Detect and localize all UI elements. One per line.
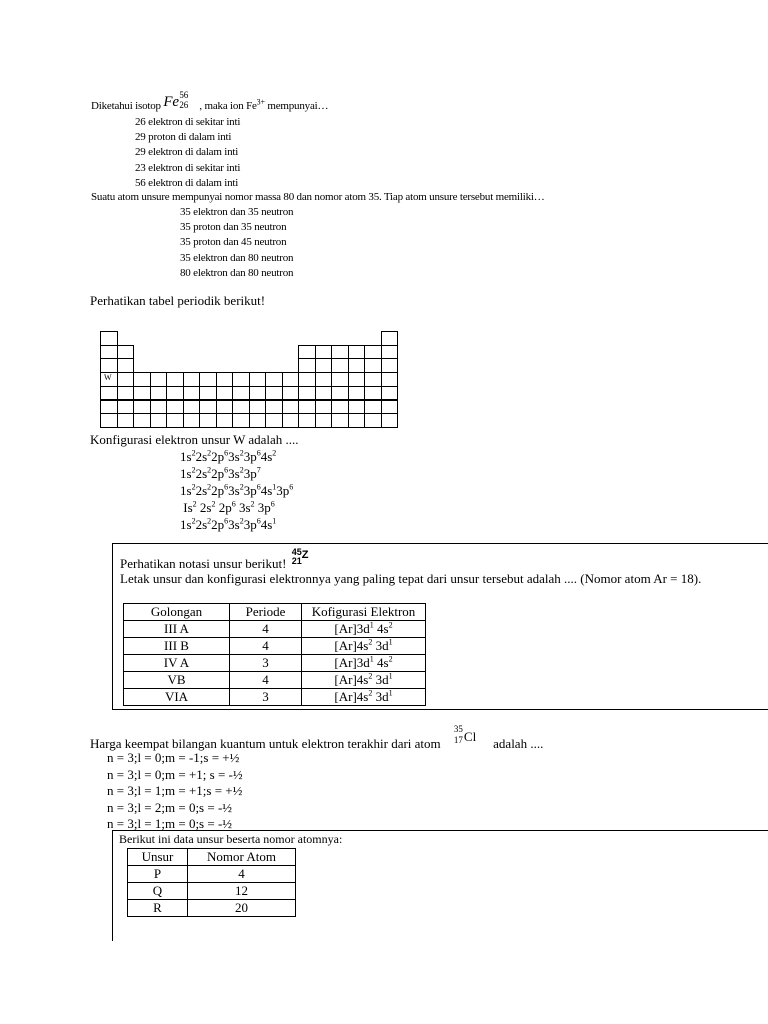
periodic-cell — [150, 372, 168, 387]
periodic-cell — [315, 413, 333, 428]
table-cell: 12 — [188, 883, 296, 900]
option: 56 elektron di dalam inti — [135, 176, 239, 189]
periodic-cell — [133, 413, 151, 428]
option: n = 3;l = 1;m = 0;s = -½ — [107, 816, 233, 831]
periodic-cell — [331, 386, 349, 401]
q5-prefix: Harga keempat bilangan kuantum untuk elektron terakhir dari atom — [90, 736, 441, 751]
periodic-cell — [150, 386, 168, 401]
q1-suffix-b: mempunyai… — [264, 100, 329, 112]
ion-charge: 3+ — [256, 97, 265, 107]
table-header: Golongan — [124, 604, 230, 621]
periodic-table-grid — [100, 331, 396, 426]
periodic-cell — [348, 358, 366, 373]
table-cell: $[Ar]4s^2$ $3d^1$ — [302, 689, 426, 706]
periodic-cell — [199, 400, 217, 415]
periodic-cell — [364, 345, 382, 360]
table-cell: VIA — [124, 689, 230, 706]
chlorine-notation — [453, 724, 490, 748]
periodic-cell — [331, 413, 349, 428]
question-1-stem — [91, 90, 329, 112]
option: Is$^2$ $2s^2$ $2p^6$ $3s^2$ $3p^6$ — [180, 499, 275, 515]
option: 35 proton dan 35 neutron — [180, 221, 287, 234]
q1-prefix: Diketahui isotop — [91, 100, 161, 112]
periodic-cell — [381, 372, 399, 387]
question-3-stem: Konfigurasi elektron unsur W adalah .... — [90, 432, 299, 447]
table-cell: $[Ar]4s^2$ $3d^1$ — [302, 672, 426, 689]
periodic-cell — [249, 400, 267, 415]
periodic-cell — [150, 413, 168, 428]
question-2-stem: Suatu atom unsure mempunyai nomor massa 80 dan nomor atom 35. Tiap atom unsure tersebut memiliki… — [91, 191, 545, 203]
option: n = 3;l = 2;m = 0;s = -½ — [107, 799, 233, 815]
periodic-cell — [298, 345, 316, 360]
table-cell: 20 — [188, 900, 296, 917]
table-header: Nomor Atom — [188, 849, 296, 866]
periodic-cell — [216, 372, 234, 387]
periodic-cell — [216, 400, 234, 415]
table-cell: III B — [124, 638, 230, 655]
option: n = 3;l = 0;m = +1; s = -½ — [107, 766, 243, 782]
isotope-atomic: 26 — [179, 100, 188, 110]
periodic-cell — [199, 413, 217, 428]
periodic-cell — [100, 386, 118, 401]
option: 35 proton dan 45 neutron — [180, 236, 287, 249]
periodic-cell — [298, 358, 316, 373]
periodic-cell — [117, 413, 135, 428]
z-mass: 45 — [291, 547, 302, 557]
periodic-cell — [348, 413, 366, 428]
periodic-cell — [364, 358, 382, 373]
periodic-cell — [117, 358, 135, 373]
periodic-cell — [150, 400, 168, 415]
periodic-cell — [331, 372, 349, 387]
question-2-options — [180, 205, 293, 281]
isotope-mass: 56 — [179, 90, 188, 100]
table-header: Unsur — [128, 849, 188, 866]
periodic-cell — [381, 413, 399, 428]
periodic-cell — [183, 400, 201, 415]
periodic-cell — [331, 358, 349, 373]
question-4-stem: Letak unsur dan konfigurasi elektronnya yang paling tepat dari unsur tersebut adalah .... (Nomor atom Ar = 18). — [120, 571, 702, 586]
periodic-cell — [183, 413, 201, 428]
option: 23 elektron di sekitar inti — [135, 161, 241, 174]
option: $1s^22s^22p^63s^23p^64s^1$ — [180, 516, 277, 532]
table-cell: 4 — [230, 621, 302, 638]
periodic-cell — [232, 372, 250, 387]
isotope-symbol: Fe — [163, 94, 179, 110]
periodic-cell — [348, 400, 366, 415]
periodic-cell — [315, 345, 333, 360]
table-cell: R — [128, 900, 188, 917]
table-cell: IV A — [124, 655, 230, 672]
question-4-box — [112, 543, 768, 710]
question-1-options — [135, 115, 240, 191]
option: 29 elektron di dalam inti — [135, 146, 239, 159]
periodic-cell — [249, 413, 267, 428]
periodic-cell — [331, 400, 349, 415]
periodic-cell — [282, 400, 300, 415]
table-row — [124, 638, 426, 655]
periodic-cell — [348, 372, 366, 387]
periodic-cell — [133, 372, 151, 387]
z-atomic: 21 — [291, 556, 302, 566]
question-6-box — [112, 830, 768, 941]
periodic-cell — [298, 386, 316, 401]
periodic-cell — [232, 400, 250, 415]
table-row — [128, 883, 296, 900]
periodic-cell — [133, 400, 151, 415]
periodic-cell — [298, 413, 316, 428]
periodic-cell — [364, 400, 382, 415]
periodic-cell — [315, 358, 333, 373]
periodic-cell — [331, 345, 349, 360]
periodic-cell — [183, 386, 201, 401]
table-cell: P — [128, 866, 188, 883]
periodic-cell — [348, 345, 366, 360]
table-cell: 4 — [188, 866, 296, 883]
cl-atomic: 17 — [453, 735, 463, 745]
periodic-cell — [232, 386, 250, 401]
periodic-cell — [100, 331, 118, 346]
periodic-cell — [265, 413, 283, 428]
table-header-row — [128, 849, 296, 866]
element-z-notation — [290, 547, 320, 568]
question-3-options — [180, 448, 293, 533]
table-cell: Q — [128, 883, 188, 900]
table-row — [128, 900, 296, 917]
table-row — [124, 689, 426, 706]
periodic-cell — [282, 386, 300, 401]
option: 26 elektron di sekitar inti — [135, 116, 241, 128]
table-header-row — [124, 604, 426, 621]
periodic-cell — [298, 400, 316, 415]
periodic-cell — [166, 372, 184, 387]
periodic-cell — [199, 386, 217, 401]
table-cell: 3 — [230, 655, 302, 672]
question-5-options — [107, 750, 243, 833]
option: 35 elektron dan 35 neutron — [180, 206, 294, 218]
question-3-intro: Perhatikan tabel periodik berikut! — [90, 293, 266, 308]
periodic-cell — [364, 372, 382, 387]
option: 35 elektron dan 80 neutron — [180, 251, 294, 264]
periodic-cell — [381, 331, 399, 346]
question-4-table — [123, 603, 426, 706]
question-6-intro: Berikut ini data unsur beserta nomor atomnya: — [119, 832, 343, 846]
option: $1s^22s^22p^63s^23p^64s^2$ — [180, 448, 277, 464]
periodic-cell — [282, 372, 300, 387]
table-cell: 3 — [230, 689, 302, 706]
q1-suffix-a: , maka ion Fe — [199, 100, 257, 112]
periodic-cell — [166, 413, 184, 428]
cl-mass: 35 — [453, 724, 463, 734]
periodic-cell — [282, 413, 300, 428]
table-cell: III A — [124, 621, 230, 638]
periodic-cell — [117, 345, 135, 360]
periodic-cell — [315, 386, 333, 401]
periodic-cell — [117, 372, 135, 387]
periodic-cell — [265, 386, 283, 401]
periodic-cell — [364, 413, 382, 428]
periodic-cell — [232, 413, 250, 428]
periodic-cell — [364, 386, 382, 401]
element-w-label: W — [104, 373, 112, 382]
periodic-cell — [381, 345, 399, 360]
periodic-cell — [117, 386, 135, 401]
periodic-cell — [166, 400, 184, 415]
question-6-table — [127, 848, 296, 917]
option: n = 3;l = 0;m = -1;s = +½ — [107, 750, 240, 765]
periodic-cell — [100, 400, 118, 415]
periodic-cell — [315, 400, 333, 415]
table-cell: VB — [124, 672, 230, 689]
periodic-cell — [133, 386, 151, 401]
table-cell: $[Ar]4s^2$ $3d^1$ — [302, 638, 426, 655]
isotope-notation — [163, 90, 199, 111]
periodic-cell — [216, 386, 234, 401]
question-4-intro — [120, 547, 320, 572]
table-cell: 4 — [230, 672, 302, 689]
periodic-cell — [100, 345, 118, 360]
table-header: Kofigurasi Elektron — [302, 604, 426, 621]
periodic-cell — [265, 372, 283, 387]
periodic-cell — [117, 400, 135, 415]
table-row — [128, 866, 296, 883]
table-cell: 4 — [230, 638, 302, 655]
option: 80 elektron dan 80 neutron — [180, 266, 294, 279]
table-cell: $[Ar]3d^1$ $4s^2$ — [302, 655, 426, 672]
periodic-cell — [249, 386, 267, 401]
table-header: Periode — [230, 604, 302, 621]
periodic-cell — [348, 386, 366, 401]
q4-intro-text: Perhatikan notasi unsur berikut! — [120, 556, 287, 571]
periodic-cell — [199, 372, 217, 387]
option: 29 proton di dalam inti — [135, 131, 232, 144]
periodic-cell — [315, 372, 333, 387]
periodic-cell — [298, 372, 316, 387]
cl-symbol: Cl — [463, 729, 477, 744]
option: $1s^22s^22p^63s^23p^7$ — [180, 465, 261, 481]
periodic-cell — [249, 372, 267, 387]
periodic-cell — [100, 413, 118, 428]
table-row — [124, 672, 426, 689]
periodic-cell — [381, 358, 399, 373]
periodic-cell — [183, 372, 201, 387]
periodic-cell — [166, 386, 184, 401]
table-row — [124, 621, 426, 638]
periodic-cell — [216, 413, 234, 428]
z-symbol: Z — [301, 549, 309, 561]
periodic-cell — [381, 386, 399, 401]
option: n = 3;l = 1;m = +1;s = +½ — [107, 783, 243, 798]
periodic-cell — [100, 358, 118, 373]
periodic-cell — [381, 400, 399, 415]
table-row — [124, 655, 426, 672]
table-cell: $[Ar]3d^1$ $4s^2$ — [302, 621, 426, 638]
q5-suffix: adalah .... — [493, 736, 544, 751]
periodic-cell — [265, 400, 283, 415]
option: $1s^22s^22p^63s^23p^64s^13p^6$ — [180, 482, 294, 498]
